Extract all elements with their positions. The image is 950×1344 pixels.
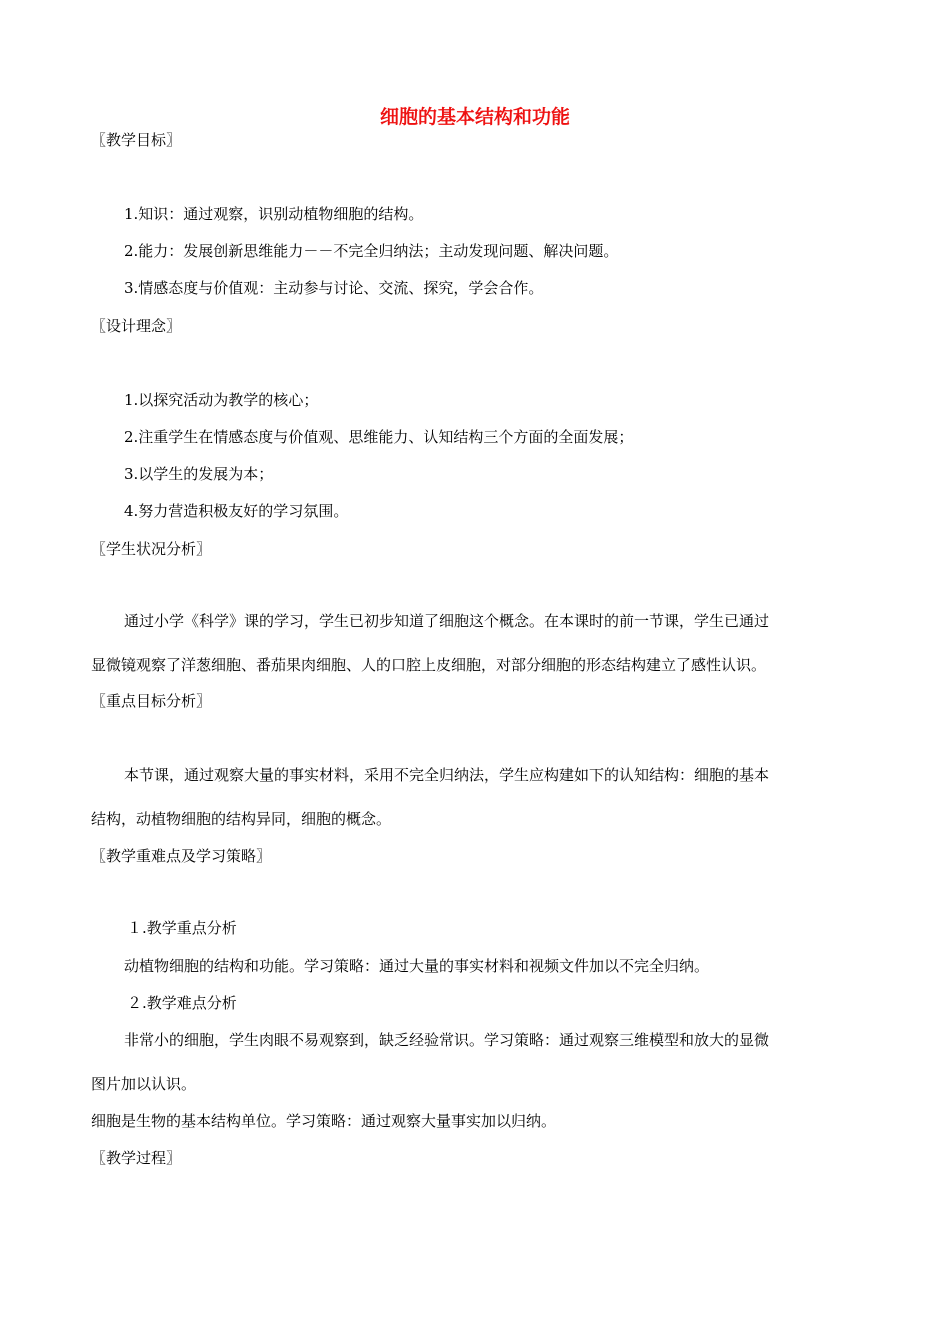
goal-item: 3.情感态度与价值观：主动参与讨论、交流、探究，学会合作。	[124, 279, 544, 297]
section-heading-design: 〖设计理念〗	[91, 317, 182, 335]
hard-point-line: 图片加以认识。	[91, 1075, 197, 1093]
goal-item: 1.知识：通过观察，识别动植物细胞的结构。	[124, 205, 424, 223]
design-item: 3.以学生的发展为本；	[124, 465, 274, 483]
hard-point-extra: 细胞是生物的基本结构单位。学习策略：通过观察大量事实加以归纳。	[91, 1112, 557, 1130]
hard-point-line: 非常小的细胞，学生肉眼不易观察到，缺乏经验常识。学习策略：通过观察三维模型和放大的显微	[124, 1031, 770, 1049]
students-paragraph-line: 显微镜观察了洋葱细胞、番茄果肉细胞、人的口腔上皮细胞，对部分细胞的形态结构建立了感性认识。	[91, 656, 767, 674]
students-paragraph-line: 通过小学《科学》课的学习，学生已初步知道了细胞这个概念。在本课时的前一节课，学生已通过	[124, 612, 770, 630]
goal-item: 2.能力：发展创新思维能力－－不完全归纳法；主动发现问题、解决问题。	[124, 242, 619, 260]
design-item: 1.以探究活动为教学的核心；	[124, 391, 319, 409]
design-item: 2.注重学生在情感态度与价值观、思维能力、认知结构三个方面的全面发展；	[124, 428, 634, 446]
section-heading-process: 〖教学过程〗	[91, 1149, 182, 1167]
section-heading-goals: 〖教学目标〗	[91, 131, 182, 149]
page-title: 细胞的基本结构和功能	[379, 106, 570, 128]
section-heading-difficulty: 〖教学重难点及学习策略〗	[91, 847, 272, 865]
key-point-title: １.教学重点分析	[127, 919, 237, 937]
design-item: 4.努力营造积极友好的学习氛围。	[124, 502, 349, 520]
section-heading-focus: 〖重点目标分析〗	[91, 692, 212, 710]
focus-paragraph-line: 本节课，通过观察大量的事实材料，采用不完全归纳法，学生应构建如下的认知结构：细胞的基本	[124, 766, 770, 784]
key-point-text: 动植物细胞的结构和功能。学习策略：通过大量的事实材料和视频文件加以不完全归纳。	[124, 957, 710, 975]
section-heading-students: 〖学生状况分析〗	[91, 540, 212, 558]
hard-point-title: ２.教学难点分析	[127, 994, 237, 1012]
focus-paragraph-line: 结构，动植物细胞的结构异同，细胞的概念。	[91, 810, 392, 828]
